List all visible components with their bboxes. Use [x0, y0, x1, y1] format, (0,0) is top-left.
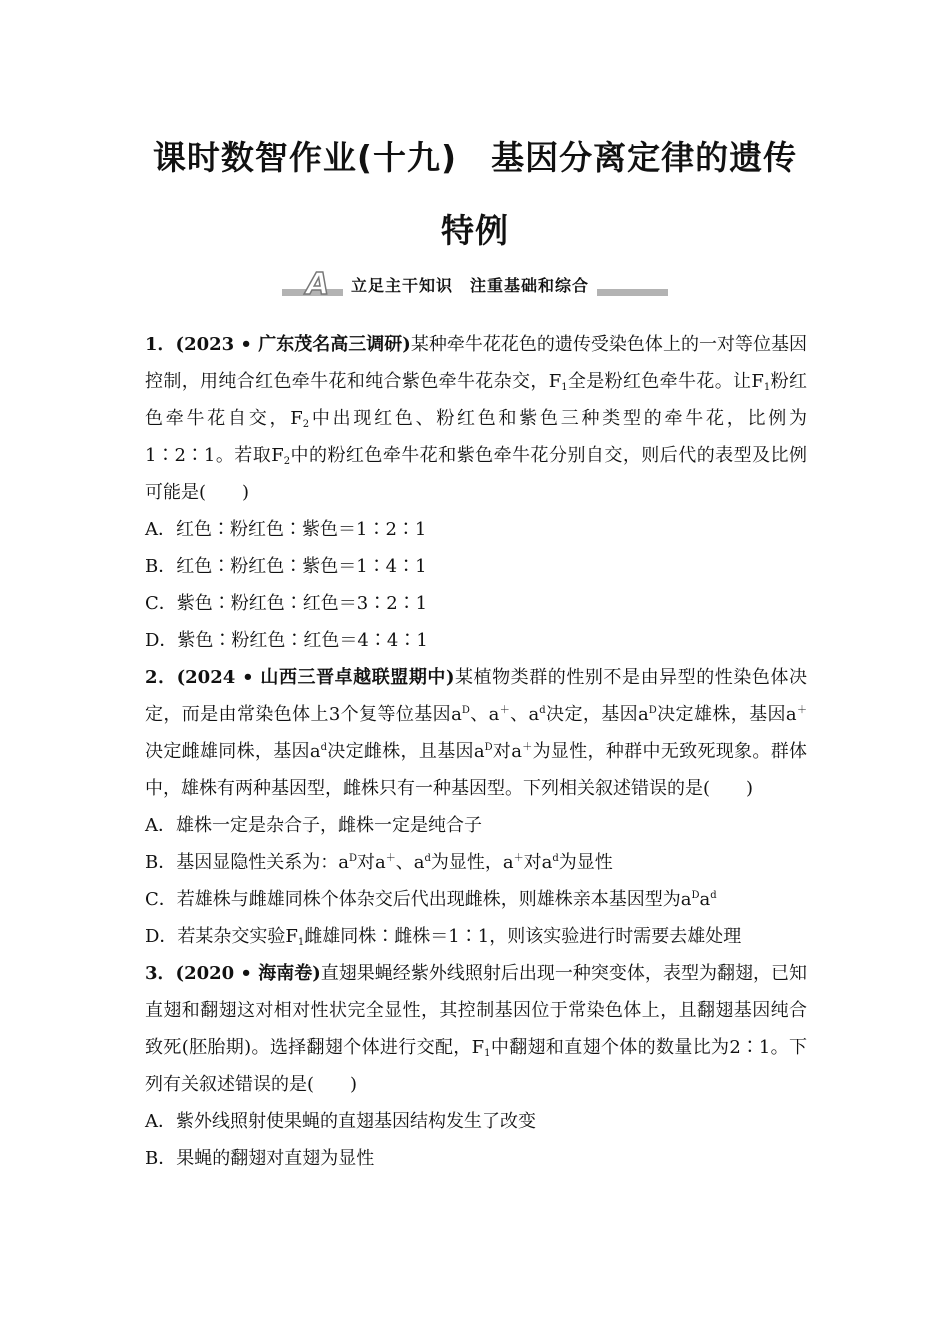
banner-text: 立足主干知识 注重基础和综合: [343, 274, 597, 298]
question-2-option-a: A．雄株一定是杂合子，雌株一定是纯合子: [145, 815, 482, 836]
question-number: 2．: [145, 667, 177, 688]
question-1-option-d: D．紫色∶粉红色∶红色＝4∶4∶1: [145, 630, 428, 651]
question-1-option-c: C．紫色∶粉红色∶红色＝3∶2∶1: [145, 593, 428, 614]
question-source: (2024 • 山西三晋卓越联盟期中): [176, 667, 455, 688]
question-3-stem: 3．(2020 • 海南卷)直翅果蝇经紫外线照射后出现一种突变体，表型为翻翅，已知直翅和翻翅这对相对性状完全显性，其控制基因位于常染色体上，且翻翅基因纯合致死(胚胎期)。选择翻翅个体进行交配，$F_1$中翻翅和直翅个体的数量比为2∶1。下列有关叙述错误的是( ): [145, 963, 807, 1095]
question-1-option-b: B．红色∶粉红色∶紫色＝1∶4∶1: [145, 556, 427, 577]
question-number: 1．: [145, 334, 176, 355]
question-2-stem: 2．(2024 • 山西三晋卓越联盟期中)某植物类群的性别不是由异型的性染色体决定，而是由常染色体上3个复等位基因$a^D$、a＋、$a^d$决定，基因$a^D$决定雄株，基因a＋决定雌雄同株，基因$a^d$决定雌株，且基因$a^D$对a＋为显性，种群中无致死现象。群体中，雄株有两种基因型，雌株只有一种基因型。下列相关叙述错误的是( ): [145, 667, 808, 799]
question-3-option-a: A．紫外线照射使果蝇的直翅基因结构发生了改变: [145, 1111, 536, 1132]
question-2-option-b: B．基因显隐性关系为：$a^D$对a＋、$a^d$为显性，a＋对$a^d$为显性: [145, 852, 613, 873]
section-a-icon: A: [306, 267, 330, 302]
question-source: (2023 • 广东茂名高三调研): [175, 334, 411, 355]
question-list: [145, 326, 807, 1177]
question-2-option-c: C．若雄株与雌雄同株个体杂交后代出现雌株，则雄株亲本基因型为$a^Da^d$: [145, 889, 717, 910]
question-1-option-a: A．红色∶粉红色∶紫色＝1∶2∶1: [145, 519, 427, 540]
section-banner: [282, 266, 668, 306]
question-1-stem: 1．(2023 • 广东茂名高三调研)某种牵牛花花色的遗传受染色体上的一对等位基因控制，用纯合红色牵牛花和纯合紫色牵牛花杂交，$F_1$全是粉红色牵牛花。让$F_1$粉红色牵牛花自交，$F_2$中出现红色、粉红色和紫色三种类型的牵牛花，比例为1∶2∶1。若取$F_2$中的粉红色牵牛花和紫色牵牛花分别自交，则后代的表型及比例可能是( ): [145, 334, 808, 503]
question-number: 3．: [145, 963, 176, 984]
question-2-option-d: D．若某杂交实验$F_1$雌雄同株∶雌株＝1∶1，则该实验进行时需要去雄处理: [145, 926, 742, 948]
question-source: (2020 • 海南卷): [175, 963, 321, 984]
page-title-line-2: 特例: [441, 211, 509, 250]
question-3-option-b: B．果蝇的翻翅对直翅为显性: [145, 1148, 375, 1169]
page-title-line-1: 课时数智作业(十九) 基因分离定律的遗传: [152, 138, 798, 177]
